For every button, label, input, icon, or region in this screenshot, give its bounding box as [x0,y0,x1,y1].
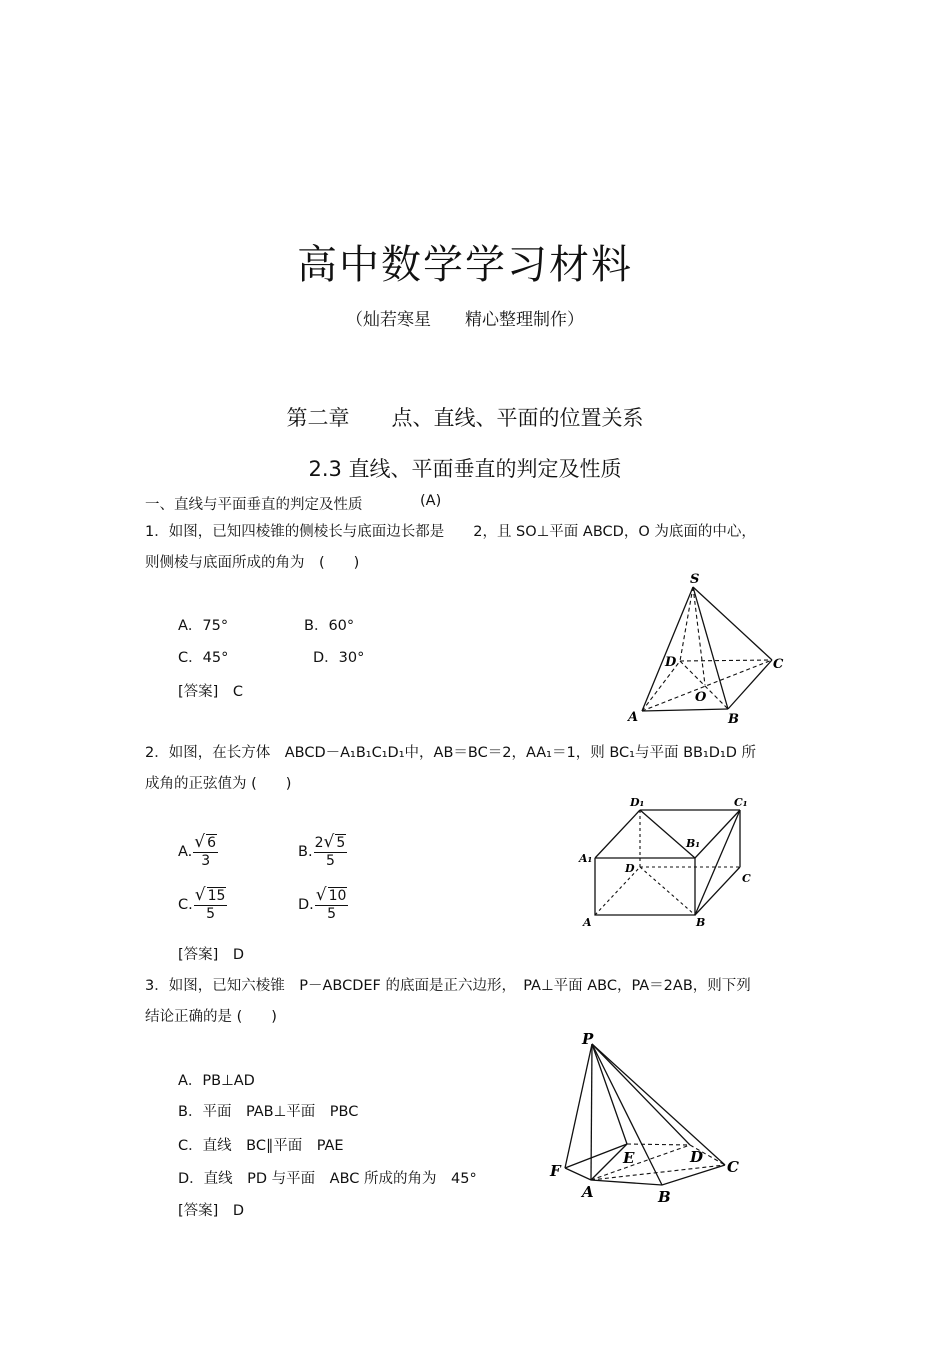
q3-label-d: D [690,1148,704,1166]
q1-option-b: B．60° [304,618,355,634]
q3-stem-line2: 结论正确的是 ( ) [145,1009,277,1025]
q2-option-c-radicand: 15 [207,888,226,904]
q2-option-b [298,834,347,870]
sqrt-symbol: √ [323,832,335,852]
q3-answer: [答案] D [178,1203,244,1219]
q2-option-d-denominator: 5 [327,906,337,922]
page-title: 高中数学学习材料 [297,242,633,288]
q2-label-a: A [583,916,592,929]
q3-label-f: F [550,1162,561,1180]
q3-label-c: C [727,1158,739,1176]
q3-stem-line1: 3．如图，已知六棱锥 P－ABCDEF 的底面是正六边形， PA⊥平面 ABC，PA＝2AB，则下列 [145,978,751,994]
q1-option-a: A．75° [178,618,229,634]
chapter-heading: 第二章 点、直线、平面的位置关系 [286,406,644,430]
q2-label-b1: B₁ [686,837,701,850]
sqrt-symbol: √ [194,832,206,852]
q1-stem-line2: 则侧棱与底面所成的角为 ( ) [145,555,360,571]
q3-option-c: C．直线 BC∥平面 PAE [178,1138,344,1154]
q2-option-b-coefficient: 2 [314,835,324,851]
sqrt-symbol: √ [194,885,206,905]
q2-option-a-radicand: 6 [207,835,217,851]
q2-option-d [298,887,348,923]
q2-label-a1: A₁ [579,852,593,865]
q1-answer: [答案] C [178,684,243,700]
q1-label-c: C [773,657,784,672]
q2-option-b-radicand: 5 [336,835,346,851]
section-heading: 2.3 直线、平面垂直的判定及性质 [308,457,622,481]
q2-option-d-fraction [315,887,349,923]
q3-label-e: E [623,1149,635,1167]
page-subtitle: （灿若寒星 精心整理制作） [346,310,584,330]
q2-option-c-denominator: 5 [206,906,216,922]
q2-label-d1: D₁ [630,796,645,809]
q2-option-a-fraction [193,834,218,870]
q1-option-d: D．30° [313,650,365,666]
q2-option-b-denominator: 5 [325,853,335,869]
q3-hex-pyramid-figure [540,1030,750,1210]
q1-label-b: B [728,712,739,727]
q2-label-d: D [625,862,635,875]
q2-option-c [178,887,227,923]
sqrt-symbol: √ [315,885,327,905]
q1-stem-line1: 1．如图，已知四棱锥的侧棱长与底面边长都是 2，且 SO⊥平面 ABCD，O 为底面的中心， [145,524,756,540]
q2-stem-line1: 2．如图，在长方体 ABCD－A₁B₁C₁D₁中，AB＝BC＝2，AA₁＝1，则 BC₁与平面 BB₁D₁D 所 [145,745,757,761]
q2-label-c: C [742,872,751,885]
q1-label-d: D [665,655,677,670]
q2-label-c1: C₁ [734,796,748,809]
q2-cuboid-figure [570,790,765,935]
q1-label-a: A [628,710,639,725]
q2-option-d-prefix: D. [298,897,314,913]
q1-label-s: S [690,572,700,587]
part-level: (A) [420,493,442,509]
q2-option-b-prefix: B. [298,844,313,860]
q2-option-a-denominator: 3 [201,853,211,869]
q2-option-c-fraction [194,887,228,923]
q1-option-c: C．45° [178,650,229,666]
part-label: 一、直线与平面垂直的判定及性质 [145,497,363,513]
q2-option-a [178,834,218,870]
q3-label-b: B [658,1188,671,1206]
q3-option-a: A．PB⊥AD [178,1073,255,1089]
q2-option-a-prefix: A. [178,844,193,860]
q1-label-o: O [695,690,707,705]
q2-label-b: B [696,916,706,929]
q3-option-d: D．直线 PD 与平面 ABC 所成的角为 45° [178,1171,477,1187]
q3-label-p: P [582,1030,594,1048]
q2-stem-line2: 成角的正弦值为 ( ) [145,776,292,792]
q3-label-a: A [582,1183,594,1201]
q2-answer: [答案] D [178,947,244,963]
q2-option-c-prefix: C. [178,897,193,913]
q2-option-d-radicand: 10 [328,888,347,904]
q2-option-b-fraction [314,834,348,870]
q1-pyramid-figure [620,568,790,730]
q3-option-b: B．平面 PAB⊥平面 PBC [178,1104,359,1120]
